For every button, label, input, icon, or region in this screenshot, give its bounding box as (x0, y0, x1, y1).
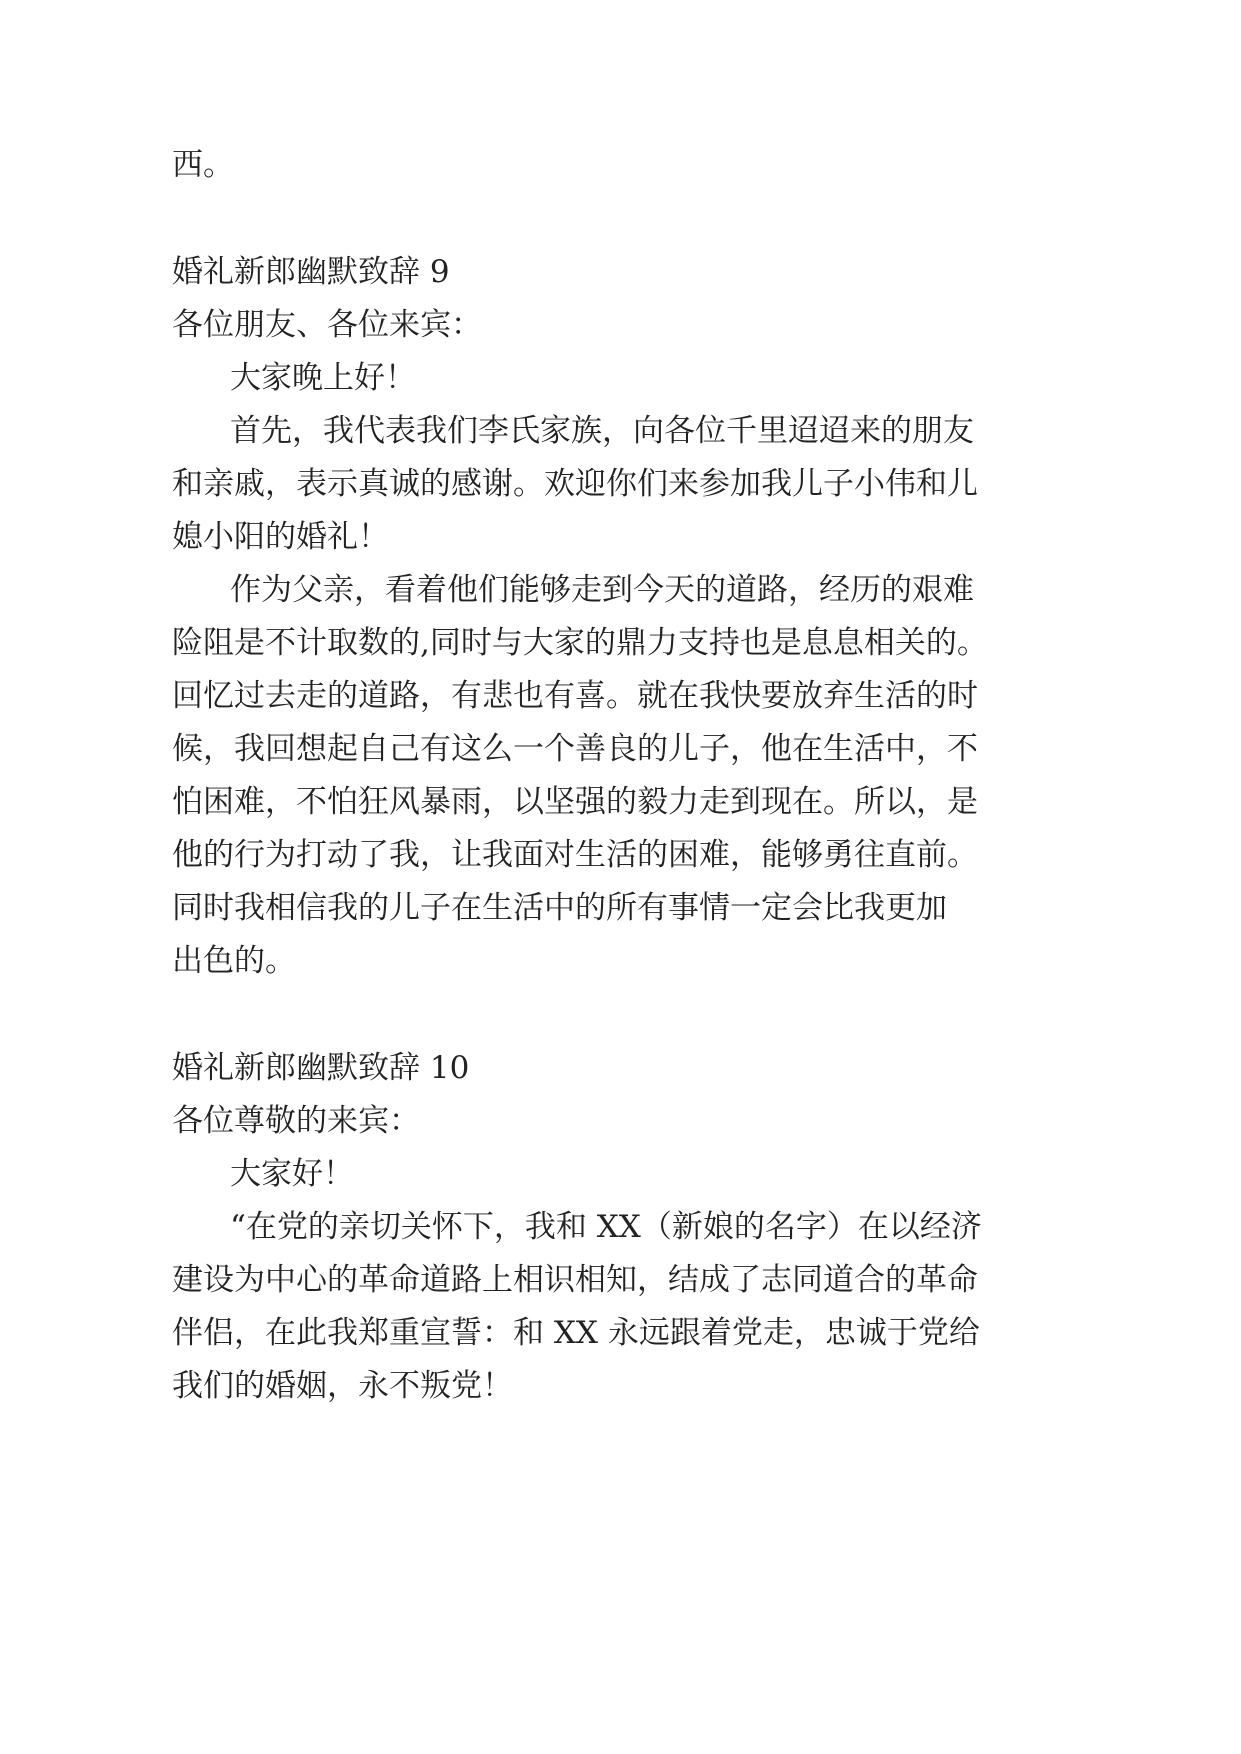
body-line: “在党的亲切关怀下，我和 XX（新娘的名字）在以经济 (230, 1209, 982, 1245)
section-heading-9: 婚礼新郎幽默致辞 9 (172, 254, 450, 290)
salutation-line: 各位尊敬的来宾： (172, 1103, 420, 1139)
body-line: 候，我回想起自己有这么一个善良的儿子，他在生活中，不 (172, 731, 978, 767)
body-line: 出色的。 (172, 943, 296, 979)
body-line: 首先，我代表我们李氏家族，向各位千里迢迢来的朋友 (230, 413, 974, 449)
body-line: 伴侣，在此我郑重宣誓：和 XX 永远跟着党走，忠诚于党给 (172, 1315, 980, 1351)
body-line: 怕困难，不怕狂风暴雨，以坚强的毅力走到现在。所以，是 (172, 784, 978, 820)
body-line: 作为父亲，看着他们能够走到今天的道路，经历的艰难 (230, 572, 974, 608)
body-line: 回忆过去走的道路，有悲也有喜。就在我快要放弃生活的时 (172, 678, 978, 714)
body-line: 建设为中心的革命道路上相识相知，结成了志同道合的革命 (172, 1262, 978, 1298)
paragraph-end-line: 西。 (172, 147, 234, 183)
body-line: 我们的婚姻，永不叛党！ (172, 1368, 513, 1404)
body-line: 他的行为打动了我，让我面对生活的困难，能够勇往直前。 (172, 837, 978, 873)
greeting-line: 大家好！ (230, 1156, 354, 1192)
section-heading-10: 婚礼新郎幽默致辞 10 (172, 1050, 470, 1086)
body-line: 和亲戚，表示真诚的感谢。欢迎你们来参加我儿子小伟和儿 (172, 466, 978, 502)
body-line: 同时我相信我的儿子在生活中的所有事情一定会比我更加 (172, 890, 947, 926)
greeting-line: 大家晚上好！ (230, 360, 416, 396)
body-line: 媳小阳的婚礼！ (172, 519, 389, 555)
salutation-line: 各位朋友、各位来宾： (172, 307, 482, 343)
body-line: 险阻是不计取数的,同时与大家的鼎力支持也是息息相关的。 (172, 625, 988, 661)
